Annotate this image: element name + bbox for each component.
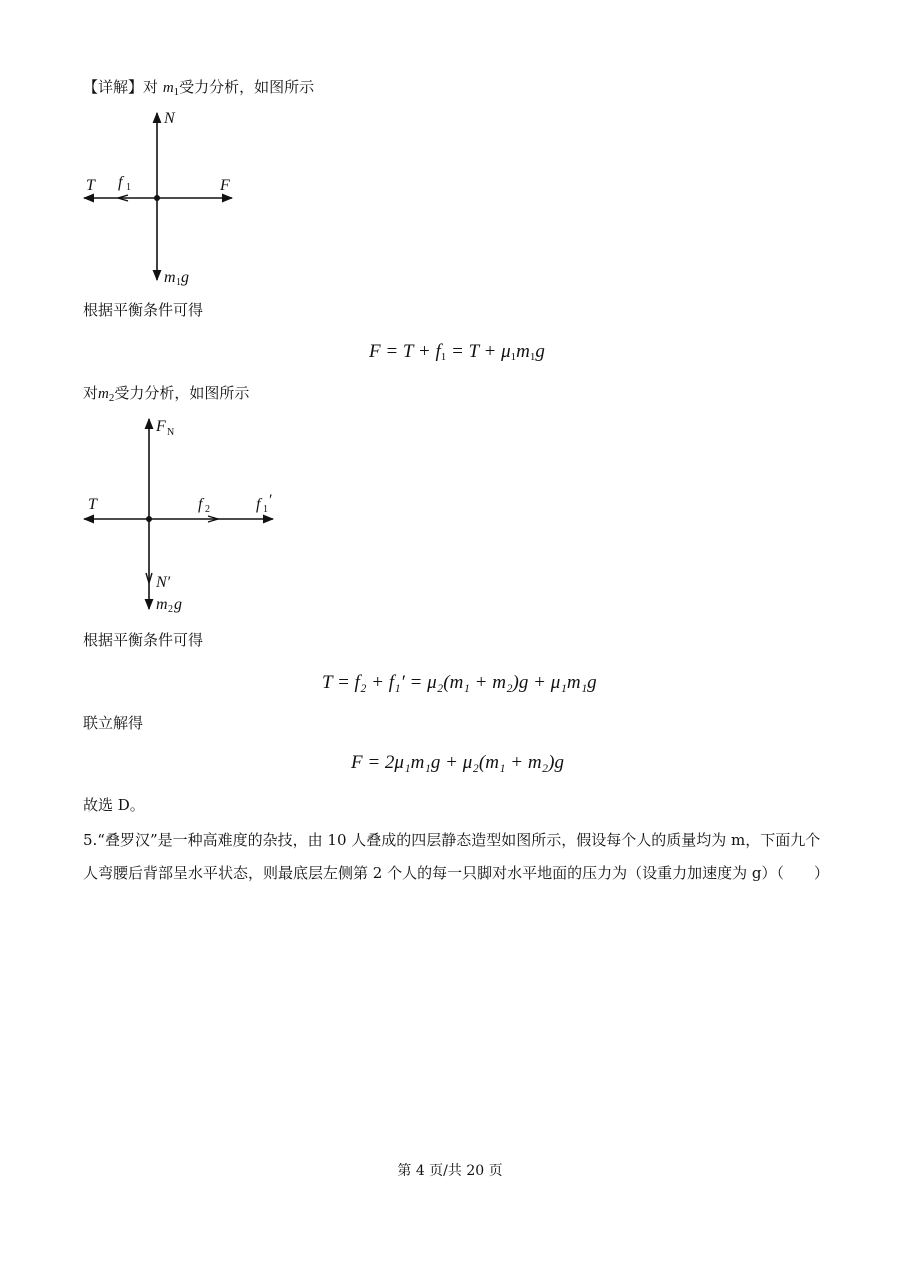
- label-N: N: [164, 110, 175, 127]
- equation-1: $F = T + f_1 = T + \mu_1m_1g$: [369, 341, 545, 363]
- solve-label: 联立解得: [83, 714, 144, 732]
- label-T: T: [86, 177, 95, 194]
- detail-line: [83, 77, 314, 102]
- label-f1: f: [118, 174, 123, 191]
- label-m2g-g: g: [174, 596, 182, 613]
- answer: 故选 D。: [83, 796, 145, 814]
- label-F: F: [220, 177, 230, 194]
- label-T2: T: [88, 496, 97, 513]
- equation-2: T = f₂ + f₁′ = μ₂(m₁ + m₂)g + μ₁m₁g: [322, 672, 597, 693]
- detail-pre: 对: [143, 78, 159, 96]
- equation-3: F = 2μ₁m₁g + μ₂(m₁ + m₂)g: [351, 752, 564, 773]
- label-FN: F: [156, 418, 166, 435]
- label-m2g: m: [156, 596, 168, 613]
- question-5: 5.“叠罗汉”是一种高难度的杂技，由 10 人叠成的四层静态造型如图所示，假设每个人的质量均为 m，下面九个人弯腰后背部呈水平状态，则最底层左侧第 2 个人的每一只脚对水平地面的压力为（设重力加速度为 g）（ ）: [83, 831, 829, 882]
- label-m1g-g: g: [181, 269, 189, 286]
- detail-post: 受力分析，如图所示: [179, 78, 315, 96]
- second-analysis: 对$m_2$受力分析，如图所示: [83, 384, 250, 404]
- label-FN-sub: N: [167, 427, 175, 438]
- free-body-diagram-m1: [80, 108, 250, 288]
- page-footer: 第 4 页/共 20 页: [397, 1163, 503, 1179]
- label-f2: f: [198, 496, 203, 513]
- condition-1: 根据平衡条件可得: [83, 301, 204, 319]
- label-f1-sub: 1: [126, 182, 131, 193]
- point-m1: [154, 195, 160, 201]
- condition-2: 根据平衡条件可得: [83, 631, 204, 649]
- point-m2: [146, 516, 152, 522]
- label-f1prime-sub: 1: [263, 504, 268, 515]
- label-f1prime-mark: ′: [268, 492, 272, 509]
- free-body-diagram-m2: [80, 415, 280, 615]
- label-Nprime: N′: [156, 574, 171, 591]
- label-f1prime: f: [256, 496, 261, 513]
- label-m2g-sub: 2: [168, 604, 173, 615]
- detail-tag: 【详解】: [83, 78, 144, 96]
- detail-mass: $m_1$: [162, 80, 180, 98]
- label-m1g-sub: 1: [176, 277, 181, 288]
- label-m1g: m: [164, 269, 176, 286]
- label-f2-sub: 2: [205, 504, 210, 515]
